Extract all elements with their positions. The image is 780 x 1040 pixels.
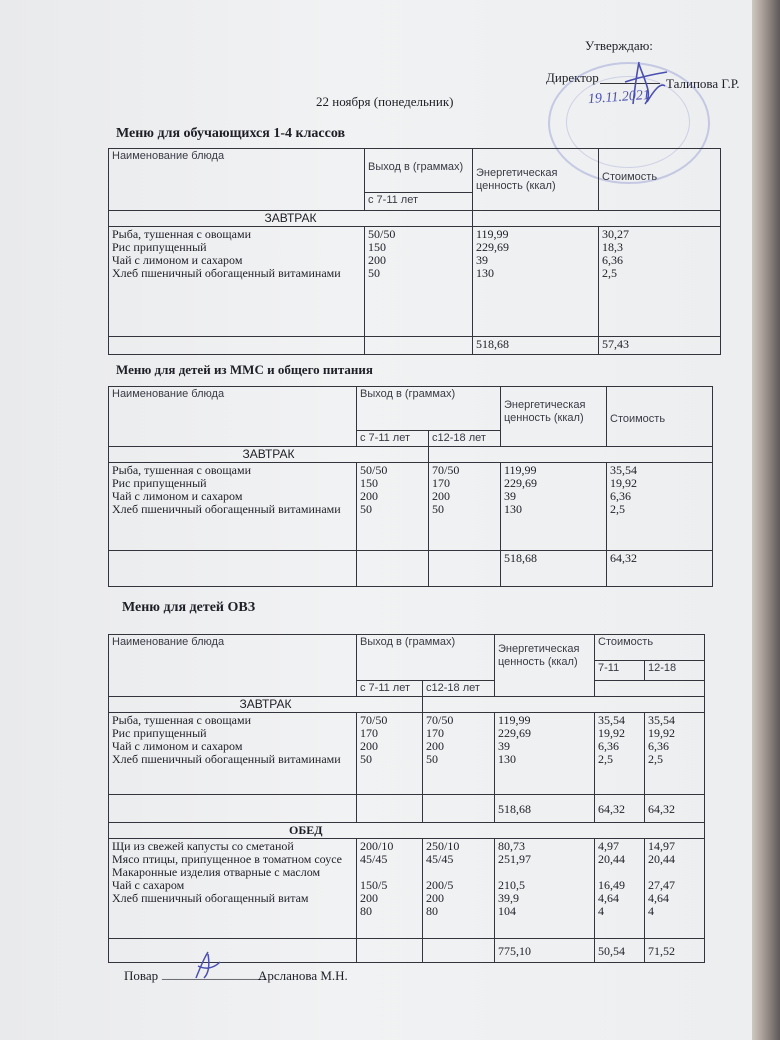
col-energy-header: Энергетическая ценность (ккал) — [495, 635, 595, 697]
list-item: 18,3 — [602, 240, 623, 254]
list-item: 27,47 — [648, 878, 675, 892]
output-7-11-list — [357, 713, 423, 795]
dish-list — [109, 463, 357, 551]
list-item: 70/50 — [360, 713, 388, 727]
list-item: 39 — [476, 253, 488, 267]
list-item: 20,44 — [598, 852, 625, 866]
list-item: 229,69 — [498, 726, 531, 740]
col-dish-header: Наименование блюда — [109, 149, 365, 211]
list-item: 50/50 — [368, 227, 396, 241]
energy-list — [495, 839, 595, 939]
list-item: 80,73 — [498, 839, 525, 853]
cost-7-11-list — [595, 839, 645, 939]
cook-signature-line: ________________ — [162, 966, 266, 981]
energy-list — [495, 713, 595, 795]
meal-breakfast: ЗАВТРАК — [109, 211, 473, 227]
col-dish-header: Наименование блюда — [109, 635, 357, 697]
list-item: 6,36 — [602, 253, 623, 267]
list-item: 50 — [360, 752, 372, 766]
cook-signature — [188, 948, 228, 984]
list-item: 4 — [648, 904, 654, 918]
cost-12-18-header: 12-18 — [645, 661, 705, 681]
menu-date: 22 ноября (понедельник) — [316, 94, 454, 109]
list-item: 200 — [360, 489, 378, 503]
output-12-18-list — [429, 463, 501, 551]
list-item: 119,99 — [504, 463, 537, 477]
signature-date: 19.11.2021 — [587, 87, 651, 108]
list-item: 30,27 — [602, 227, 629, 241]
section1-title: Меню для обучающихся 1-4 классов — [116, 126, 346, 141]
list-item: Чай с лимоном и сахаром — [112, 489, 243, 503]
list-item: 200/10 — [360, 839, 394, 853]
cost-7-11-header: 7-11 — [595, 661, 645, 681]
output-7-11-list — [357, 839, 423, 939]
director-label: Директор — [546, 70, 599, 85]
total-cost-7-11: 64,32 — [595, 795, 645, 823]
list-item: Хлеб пшеничный обогащенный витаминами — [112, 502, 341, 516]
list-item: 229,69 — [476, 240, 509, 254]
list-item: 130 — [504, 502, 522, 516]
meal-breakfast: ЗАВТРАК — [109, 697, 423, 713]
list-item: 229,69 — [504, 476, 537, 490]
col-energy-header: Энергетическая ценность (ккал) — [501, 387, 607, 447]
age-12-18-header: с12-18 лет — [423, 681, 495, 697]
list-item: 200 — [432, 489, 450, 503]
meal-breakfast: ЗАВТРАК — [109, 447, 429, 463]
list-item: 19,92 — [610, 476, 637, 490]
list-item: Рис припущенный — [112, 240, 207, 254]
col-cost-header: Стоимость — [595, 635, 705, 661]
total-cost-12-18: 64,32 — [645, 795, 705, 823]
approval-label: Утверждаю: — [585, 38, 653, 53]
list-item: 210,5 — [498, 878, 525, 892]
list-item: 80 — [360, 904, 372, 918]
cook-name: Арсланова М.Н. — [258, 968, 348, 983]
col-output-header: Выход в (граммах) — [357, 387, 501, 431]
output-7-11-list — [357, 463, 429, 551]
list-item: 6,36 — [610, 489, 631, 503]
list-item: 39 — [504, 489, 516, 503]
total-cost-7-11: 50,54 — [595, 939, 645, 963]
list-item: 16,49 — [598, 878, 625, 892]
list-item: 19,92 — [598, 726, 625, 740]
list-item: 251,97 — [498, 852, 531, 866]
dish-list — [109, 839, 357, 939]
cost-list — [607, 463, 713, 551]
output-12-18-list — [423, 713, 495, 795]
list-item: 45/45 — [360, 852, 388, 866]
list-item: 50/50 — [360, 463, 388, 477]
list-item: Чай с сахаром — [112, 878, 185, 892]
list-item: 119,99 — [476, 227, 509, 241]
cost-list — [599, 227, 721, 337]
list-item: 20,44 — [648, 852, 675, 866]
col-output-header: Выход в (граммах) — [357, 635, 495, 681]
list-item: 170 — [432, 476, 450, 490]
output-12-18-list — [423, 839, 495, 939]
list-item: 6,36 — [598, 739, 619, 753]
list-item: Рис припущенный — [112, 726, 207, 740]
list-item: 2,5 — [598, 752, 613, 766]
list-item: 2,5 — [648, 752, 663, 766]
list-item: 2,5 — [610, 502, 625, 516]
total-energy: 518,68 — [495, 795, 595, 823]
list-item: 130 — [498, 752, 516, 766]
total-energy: 518,68 — [501, 551, 607, 587]
list-item: Хлеб пшеничный обогащенный витаминами — [112, 266, 341, 280]
list-item: 50 — [432, 502, 444, 516]
list-item: 4,64 — [648, 891, 669, 905]
list-item: 50 — [368, 266, 380, 280]
list-item: Хлеб пшеничный обогащенный витаминами — [112, 752, 341, 766]
list-item: Макаронные изделия отварные с маслом — [112, 865, 321, 879]
menu-table-mms — [108, 386, 713, 587]
col-energy-header: Энергетическая ценность (ккал) — [473, 149, 599, 211]
list-item: Хлеб пшеничный обогащенный витам — [112, 891, 309, 905]
energy-list — [473, 227, 599, 337]
list-item: 200 — [426, 891, 444, 905]
list-item: 19,92 — [648, 726, 675, 740]
list-item: 104 — [498, 904, 516, 918]
list-item: 80 — [426, 904, 438, 918]
director-name: Талипова Г.Р. — [666, 76, 740, 91]
age-7-11-header: с 7-11 лет — [357, 681, 423, 697]
list-item: 70/50 — [432, 463, 460, 477]
col-cost-header: Стоимость — [607, 387, 713, 447]
list-item: 250/10 — [426, 839, 460, 853]
list-item: 14,97 — [648, 839, 675, 853]
cost-12-18-list — [645, 713, 705, 795]
list-item: Чай с лимоном и сахаром — [112, 739, 243, 753]
list-item: 4 — [598, 904, 604, 918]
list-item: 50 — [426, 752, 438, 766]
list-item: Рис припущенный — [112, 476, 207, 490]
list-item: 35,54 — [598, 713, 625, 727]
total-energy: 775,10 — [495, 939, 595, 963]
col-dish-header: Наименование блюда — [109, 387, 357, 447]
list-item: 2,5 — [602, 266, 617, 280]
output-list — [365, 227, 473, 337]
col-cost-header: Стоимость — [599, 149, 721, 211]
list-item: 50 — [360, 502, 372, 516]
cost-12-18-list — [645, 839, 705, 939]
list-item: 200 — [360, 891, 378, 905]
total-cost-12-18: 71,52 — [645, 939, 705, 963]
list-item: 200 — [368, 253, 386, 267]
list-item: Рыба, тушенная с овощами — [112, 227, 252, 241]
menu-table-grades-1-4 — [108, 148, 721, 355]
page-edge-shadow — [752, 0, 780, 1040]
list-item: 200 — [360, 739, 378, 753]
list-item: 150 — [360, 476, 378, 490]
list-item: 150/5 — [360, 878, 388, 892]
list-item: Рыба, тушенная с овощами — [112, 713, 252, 727]
list-item: Щи из свежей капусты со сметаной — [112, 839, 294, 853]
list-item: 35,54 — [610, 463, 637, 477]
list-item: 200/5 — [426, 878, 454, 892]
cost-7-11-list — [595, 713, 645, 795]
age-12-18-header: с12-18 лет — [429, 431, 501, 447]
list-item: 170 — [360, 726, 378, 740]
list-item: 200 — [426, 739, 444, 753]
list-item: 39 — [498, 739, 510, 753]
list-item: 130 — [476, 266, 494, 280]
list-item: 150 — [368, 240, 386, 254]
dish-list — [109, 227, 365, 337]
list-item: Мясо птицы, припущенное в томатном соусе — [112, 852, 342, 866]
list-item: 39,9 — [498, 891, 519, 905]
total-cost: 57,43 — [599, 337, 721, 355]
list-item: 6,36 — [648, 739, 669, 753]
list-item: 70/50 — [426, 713, 454, 727]
list-item: Чай с лимоном и сахаром — [112, 253, 243, 267]
meal-lunch: ОБЕД — [109, 823, 705, 839]
menu-table-ovz — [108, 634, 705, 963]
total-cost: 64,32 — [607, 551, 713, 587]
total-energy: 518,68 — [473, 337, 599, 355]
cook-label: Повар — [124, 968, 159, 983]
list-item: 45/45 — [426, 852, 454, 866]
dish-list — [109, 713, 357, 795]
list-item: 35,54 — [648, 713, 675, 727]
energy-list — [501, 463, 607, 551]
section2-title: Меню для детей из ММС и общего питания — [116, 362, 373, 377]
list-item: 4,97 — [598, 839, 619, 853]
list-item: 4,64 — [598, 891, 619, 905]
list-item: 170 — [426, 726, 444, 740]
list-item: 119,99 — [498, 713, 531, 727]
age-7-11-header: с 7-11 лет — [357, 431, 429, 447]
age-7-11-header: с 7-11 лет — [365, 193, 473, 211]
section3-title: Меню для детей ОВЗ — [122, 600, 256, 615]
list-item: Рыба, тушенная с овощами — [112, 463, 252, 477]
col-output-header: Выход в (граммах) — [365, 149, 473, 193]
